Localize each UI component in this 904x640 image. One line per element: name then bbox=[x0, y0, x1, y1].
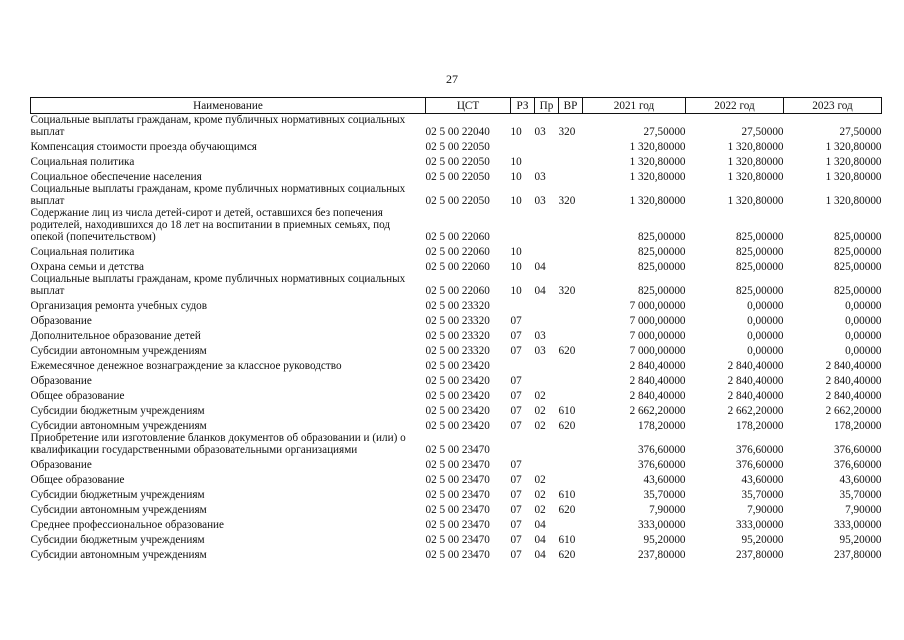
row-vr bbox=[559, 312, 583, 327]
row-vr bbox=[559, 516, 583, 531]
row-rz: 10 bbox=[510, 156, 522, 168]
row-pr bbox=[535, 432, 559, 456]
row-value-2023: 825,00000 bbox=[833, 261, 882, 273]
row-value-2023: 0,00000 bbox=[845, 345, 882, 357]
row-name: Организация ремонта учебных судов bbox=[30, 300, 208, 312]
row-value-2021: 376,60000 bbox=[637, 444, 686, 456]
row-value-2022: 825,00000 bbox=[735, 231, 784, 243]
row-cst: 02 5 00 23470 bbox=[425, 549, 490, 561]
row-rz: 10 bbox=[510, 126, 522, 138]
table-row bbox=[31, 312, 882, 327]
row-name: Общее образование bbox=[30, 474, 125, 486]
row-pr: 02 bbox=[534, 489, 546, 501]
row-value-2023: 0,00000 bbox=[845, 300, 882, 312]
row-value-2023: 0,00000 bbox=[845, 315, 882, 327]
row-name: Субсидии бюджетным учреждениям bbox=[30, 489, 205, 501]
row-cst: 02 5 00 23470 bbox=[425, 489, 490, 501]
row-value-2023: 825,00000 bbox=[833, 231, 882, 243]
row-vr: 610 bbox=[558, 534, 576, 546]
row-value-2023: 333,00000 bbox=[833, 519, 882, 531]
row-pr: 04 bbox=[534, 261, 546, 273]
row-value-2022: 825,00000 bbox=[735, 246, 784, 258]
row-name: Содержание лиц из числа детей-сирот и детей, оставшихся без попечения родителей, находившихся до 18 лет на воспитании в приемных семьях, под опекой (попечительством) bbox=[30, 207, 391, 243]
table-row bbox=[31, 501, 882, 516]
row-rz bbox=[511, 357, 535, 372]
row-value-2021: 43,60000 bbox=[643, 474, 686, 486]
row-name: Субсидии бюджетным учреждениям bbox=[30, 405, 205, 417]
row-vr bbox=[559, 153, 583, 168]
table-row bbox=[31, 207, 882, 243]
row-rz bbox=[511, 207, 535, 243]
row-cst: 02 5 00 22050 bbox=[425, 141, 490, 153]
row-cst: 02 5 00 22060 bbox=[425, 261, 490, 273]
row-name: Социальные выплаты гражданам, кроме публичных нормативных социальных выплат bbox=[30, 114, 406, 138]
row-value-2022: 825,00000 bbox=[735, 261, 784, 273]
table-row bbox=[31, 357, 882, 372]
row-cst: 02 5 00 23470 bbox=[425, 474, 490, 486]
row-value-2022: 2 662,20000 bbox=[727, 405, 784, 417]
row-value-2022: 1 320,80000 bbox=[727, 141, 784, 153]
row-rz: 07 bbox=[510, 375, 522, 387]
table-row bbox=[31, 342, 882, 357]
row-value-2022: 376,60000 bbox=[735, 459, 784, 471]
row-vr bbox=[559, 456, 583, 471]
row-pr: 02 bbox=[534, 474, 546, 486]
row-vr: 620 bbox=[558, 345, 576, 357]
row-vr bbox=[559, 357, 583, 372]
row-value-2021: 1 320,80000 bbox=[629, 156, 686, 168]
row-value-2022: 95,20000 bbox=[741, 534, 784, 546]
row-name: Образование bbox=[30, 375, 92, 387]
table-row bbox=[31, 183, 882, 207]
row-value-2021: 2 840,40000 bbox=[629, 360, 686, 372]
row-vr bbox=[559, 138, 583, 153]
row-rz: 07 bbox=[510, 315, 522, 327]
row-value-2022: 2 840,40000 bbox=[727, 390, 784, 402]
row-rz: 07 bbox=[510, 474, 522, 486]
row-name: Субсидии автономным учреждениям bbox=[30, 504, 207, 516]
row-value-2021: 7 000,00000 bbox=[629, 345, 686, 357]
row-name: Приобретение или изготовление бланков документов об образовании и (или) о квалификации государственными образовательными организациями bbox=[30, 432, 406, 456]
row-vr: 320 bbox=[558, 195, 576, 207]
row-vr: 620 bbox=[558, 549, 576, 561]
row-value-2023: 27,50000 bbox=[839, 126, 882, 138]
row-pr bbox=[535, 456, 559, 471]
table-row bbox=[31, 456, 882, 471]
row-value-2022: 376,60000 bbox=[735, 444, 784, 456]
row-cst: 02 5 00 23420 bbox=[425, 390, 490, 402]
row-pr bbox=[535, 297, 559, 312]
row-value-2023: 825,00000 bbox=[833, 285, 882, 297]
row-cst: 02 5 00 22060 bbox=[425, 285, 490, 297]
row-value-2021: 1 320,80000 bbox=[629, 141, 686, 153]
header-2021: 2021 год bbox=[583, 98, 686, 114]
table-row bbox=[31, 546, 882, 561]
row-value-2023: 1 320,80000 bbox=[825, 171, 882, 183]
row-rz: 07 bbox=[510, 345, 522, 357]
row-name: Субсидии бюджетным учреждениям bbox=[30, 534, 205, 546]
row-cst: 02 5 00 23320 bbox=[425, 300, 490, 312]
table-row bbox=[31, 258, 882, 273]
header-pr: Пр bbox=[535, 98, 559, 114]
row-pr: 03 bbox=[534, 195, 546, 207]
row-vr: 610 bbox=[558, 405, 576, 417]
row-value-2023: 43,60000 bbox=[839, 474, 882, 486]
row-vr bbox=[559, 372, 583, 387]
row-name: Охрана семьи и детства bbox=[30, 261, 144, 273]
row-value-2022: 825,00000 bbox=[735, 285, 784, 297]
row-value-2021: 7 000,00000 bbox=[629, 300, 686, 312]
row-value-2023: 825,00000 bbox=[833, 246, 882, 258]
row-name: Образование bbox=[30, 459, 92, 471]
table-row bbox=[31, 471, 882, 486]
budget-table bbox=[30, 97, 882, 561]
row-name: Ежемесячное денежное вознаграждение за классное руководство bbox=[30, 360, 342, 372]
row-value-2021: 376,60000 bbox=[637, 459, 686, 471]
row-value-2022: 333,00000 bbox=[735, 519, 784, 531]
row-value-2022: 0,00000 bbox=[747, 345, 784, 357]
row-rz: 07 bbox=[510, 534, 522, 546]
header-cst: ЦСТ bbox=[426, 98, 511, 114]
row-value-2023: 376,60000 bbox=[833, 444, 882, 456]
row-value-2021: 7 000,00000 bbox=[629, 330, 686, 342]
row-value-2022: 2 840,40000 bbox=[727, 375, 784, 387]
header-name: Наименование bbox=[31, 98, 426, 114]
row-pr bbox=[535, 207, 559, 243]
row-value-2023: 7,90000 bbox=[845, 504, 882, 516]
row-value-2021: 2 662,20000 bbox=[629, 405, 686, 417]
row-value-2022: 178,20000 bbox=[735, 420, 784, 432]
row-rz: 10 bbox=[510, 246, 522, 258]
row-value-2022: 0,00000 bbox=[747, 315, 784, 327]
row-vr: 610 bbox=[558, 489, 576, 501]
header-vr: ВР bbox=[559, 98, 583, 114]
row-value-2022: 43,60000 bbox=[741, 474, 784, 486]
row-pr: 02 bbox=[534, 405, 546, 417]
row-value-2022: 0,00000 bbox=[747, 300, 784, 312]
row-cst: 02 5 00 22050 bbox=[425, 171, 490, 183]
row-vr bbox=[559, 432, 583, 456]
row-name: Среднее профессиональное образование bbox=[30, 519, 225, 531]
table-row bbox=[31, 138, 882, 153]
row-cst: 02 5 00 23470 bbox=[425, 519, 490, 531]
table-row bbox=[31, 516, 882, 531]
row-value-2022: 2 840,40000 bbox=[727, 360, 784, 372]
row-value-2021: 2 840,40000 bbox=[629, 390, 686, 402]
row-pr: 04 bbox=[534, 519, 546, 531]
row-value-2023: 178,20000 bbox=[833, 420, 882, 432]
row-value-2021: 27,50000 bbox=[643, 126, 686, 138]
table-row bbox=[31, 153, 882, 168]
row-pr bbox=[535, 153, 559, 168]
row-name: Субсидии автономным учреждениям bbox=[30, 549, 207, 561]
table-row bbox=[31, 327, 882, 342]
table-row bbox=[31, 168, 882, 183]
row-pr: 02 bbox=[534, 390, 546, 402]
header-rz: РЗ bbox=[511, 98, 535, 114]
row-rz: 10 bbox=[510, 285, 522, 297]
table-row bbox=[31, 114, 882, 139]
row-value-2023: 2 840,40000 bbox=[825, 360, 882, 372]
row-cst: 02 5 00 23320 bbox=[425, 345, 490, 357]
row-rz: 07 bbox=[510, 549, 522, 561]
row-name: Субсидии автономным учреждениям bbox=[30, 345, 207, 357]
row-cst: 02 5 00 22040 bbox=[425, 126, 490, 138]
row-value-2023: 237,80000 bbox=[833, 549, 882, 561]
row-value-2023: 1 320,80000 bbox=[825, 156, 882, 168]
row-value-2023: 95,20000 bbox=[839, 534, 882, 546]
row-value-2021: 825,00000 bbox=[637, 261, 686, 273]
row-value-2023: 1 320,80000 bbox=[825, 141, 882, 153]
row-value-2023: 1 320,80000 bbox=[825, 195, 882, 207]
table-row bbox=[31, 243, 882, 258]
row-cst: 02 5 00 23470 bbox=[425, 444, 490, 456]
table-body bbox=[31, 114, 882, 562]
row-pr bbox=[535, 243, 559, 258]
row-rz: 07 bbox=[510, 390, 522, 402]
table-row bbox=[31, 387, 882, 402]
row-name: Дополнительное образование детей bbox=[30, 330, 201, 342]
row-pr: 04 bbox=[534, 549, 546, 561]
row-cst: 02 5 00 22060 bbox=[425, 246, 490, 258]
row-cst: 02 5 00 22050 bbox=[425, 195, 490, 207]
row-vr: 320 bbox=[558, 126, 576, 138]
row-vr bbox=[559, 387, 583, 402]
row-value-2021: 237,80000 bbox=[637, 549, 686, 561]
row-value-2021: 178,20000 bbox=[637, 420, 686, 432]
row-cst: 02 5 00 22050 bbox=[425, 156, 490, 168]
row-value-2021: 7,90000 bbox=[649, 504, 686, 516]
row-value-2021: 1 320,80000 bbox=[629, 195, 686, 207]
table-row bbox=[31, 273, 882, 297]
table-row bbox=[31, 486, 882, 501]
row-value-2022: 7,90000 bbox=[747, 504, 784, 516]
row-value-2021: 2 840,40000 bbox=[629, 375, 686, 387]
row-value-2022: 35,70000 bbox=[741, 489, 784, 501]
table-row bbox=[31, 402, 882, 417]
row-vr bbox=[559, 471, 583, 486]
table-row bbox=[31, 417, 882, 432]
row-value-2021: 7 000,00000 bbox=[629, 315, 686, 327]
row-pr: 04 bbox=[534, 534, 546, 546]
row-cst: 02 5 00 23320 bbox=[425, 315, 490, 327]
row-rz bbox=[511, 138, 535, 153]
row-pr: 03 bbox=[534, 171, 546, 183]
row-name: Социальное обеспечение населения bbox=[30, 171, 202, 183]
row-cst: 02 5 00 23420 bbox=[425, 375, 490, 387]
row-cst: 02 5 00 23420 bbox=[425, 420, 490, 432]
row-vr bbox=[559, 168, 583, 183]
table-row bbox=[31, 432, 882, 456]
row-vr: 620 bbox=[558, 504, 576, 516]
row-cst: 02 5 00 23470 bbox=[425, 504, 490, 516]
row-value-2021: 825,00000 bbox=[637, 246, 686, 258]
table-row bbox=[31, 372, 882, 387]
row-value-2021: 333,00000 bbox=[637, 519, 686, 531]
row-vr bbox=[559, 243, 583, 258]
row-pr: 04 bbox=[534, 285, 546, 297]
row-rz: 10 bbox=[510, 195, 522, 207]
row-value-2021: 35,70000 bbox=[643, 489, 686, 501]
row-name: Образование bbox=[30, 315, 92, 327]
row-value-2021: 95,20000 bbox=[643, 534, 686, 546]
row-cst: 02 5 00 22060 bbox=[425, 231, 490, 243]
row-name: Социальные выплаты гражданам, кроме публичных нормативных социальных выплат bbox=[30, 183, 406, 207]
row-pr bbox=[535, 138, 559, 153]
table-row bbox=[31, 531, 882, 546]
row-vr bbox=[559, 258, 583, 273]
row-pr: 03 bbox=[534, 330, 546, 342]
row-pr: 02 bbox=[534, 504, 546, 516]
row-value-2021: 1 320,80000 bbox=[629, 171, 686, 183]
row-rz: 07 bbox=[510, 504, 522, 516]
row-rz bbox=[511, 297, 535, 312]
row-value-2023: 2 840,40000 bbox=[825, 390, 882, 402]
row-name: Общее образование bbox=[30, 390, 125, 402]
row-pr: 02 bbox=[534, 420, 546, 432]
row-value-2023: 0,00000 bbox=[845, 330, 882, 342]
row-value-2023: 35,70000 bbox=[839, 489, 882, 501]
row-vr: 620 bbox=[558, 420, 576, 432]
row-name: Компенсация стоимости проезда обучающимся bbox=[30, 141, 257, 153]
row-name: Социальная политика bbox=[30, 246, 135, 258]
row-rz bbox=[511, 432, 535, 456]
row-pr: 03 bbox=[534, 126, 546, 138]
table-row bbox=[31, 297, 882, 312]
row-value-2022: 237,80000 bbox=[735, 549, 784, 561]
row-rz: 07 bbox=[510, 420, 522, 432]
header-2023: 2023 год bbox=[784, 98, 882, 114]
row-value-2022: 1 320,80000 bbox=[727, 171, 784, 183]
row-pr bbox=[535, 312, 559, 327]
row-cst: 02 5 00 23470 bbox=[425, 459, 490, 471]
row-name: Социальные выплаты гражданам, кроме публичных нормативных социальных выплат bbox=[30, 273, 406, 297]
row-rz: 07 bbox=[510, 459, 522, 471]
row-rz: 07 bbox=[510, 489, 522, 501]
row-value-2021: 825,00000 bbox=[637, 285, 686, 297]
row-rz: 10 bbox=[510, 171, 522, 183]
row-rz: 10 bbox=[510, 261, 522, 273]
row-vr: 320 bbox=[558, 285, 576, 297]
row-cst: 02 5 00 23320 bbox=[425, 330, 490, 342]
row-rz: 07 bbox=[510, 405, 522, 417]
row-value-2022: 0,00000 bbox=[747, 330, 784, 342]
header-2022: 2022 год bbox=[686, 98, 784, 114]
row-vr bbox=[559, 327, 583, 342]
table-header-row bbox=[31, 98, 882, 114]
row-value-2022: 27,50000 bbox=[741, 126, 784, 138]
row-cst: 02 5 00 23420 bbox=[425, 405, 490, 417]
row-value-2022: 1 320,80000 bbox=[727, 156, 784, 168]
row-pr bbox=[535, 372, 559, 387]
row-name: Субсидии автономным учреждениям bbox=[30, 420, 207, 432]
row-cst: 02 5 00 23420 bbox=[425, 360, 490, 372]
row-rz: 07 bbox=[510, 330, 522, 342]
row-vr bbox=[559, 207, 583, 243]
row-value-2023: 376,60000 bbox=[833, 459, 882, 471]
page-number: 27 bbox=[446, 72, 458, 86]
row-name: Социальная политика bbox=[30, 156, 135, 168]
row-pr: 03 bbox=[534, 345, 546, 357]
row-value-2021: 825,00000 bbox=[637, 231, 686, 243]
row-rz: 07 bbox=[510, 519, 522, 531]
row-cst: 02 5 00 23470 bbox=[425, 534, 490, 546]
row-vr bbox=[559, 297, 583, 312]
row-value-2023: 2 662,20000 bbox=[825, 405, 882, 417]
row-pr bbox=[535, 357, 559, 372]
row-value-2023: 2 840,40000 bbox=[825, 375, 882, 387]
row-value-2022: 1 320,80000 bbox=[727, 195, 784, 207]
